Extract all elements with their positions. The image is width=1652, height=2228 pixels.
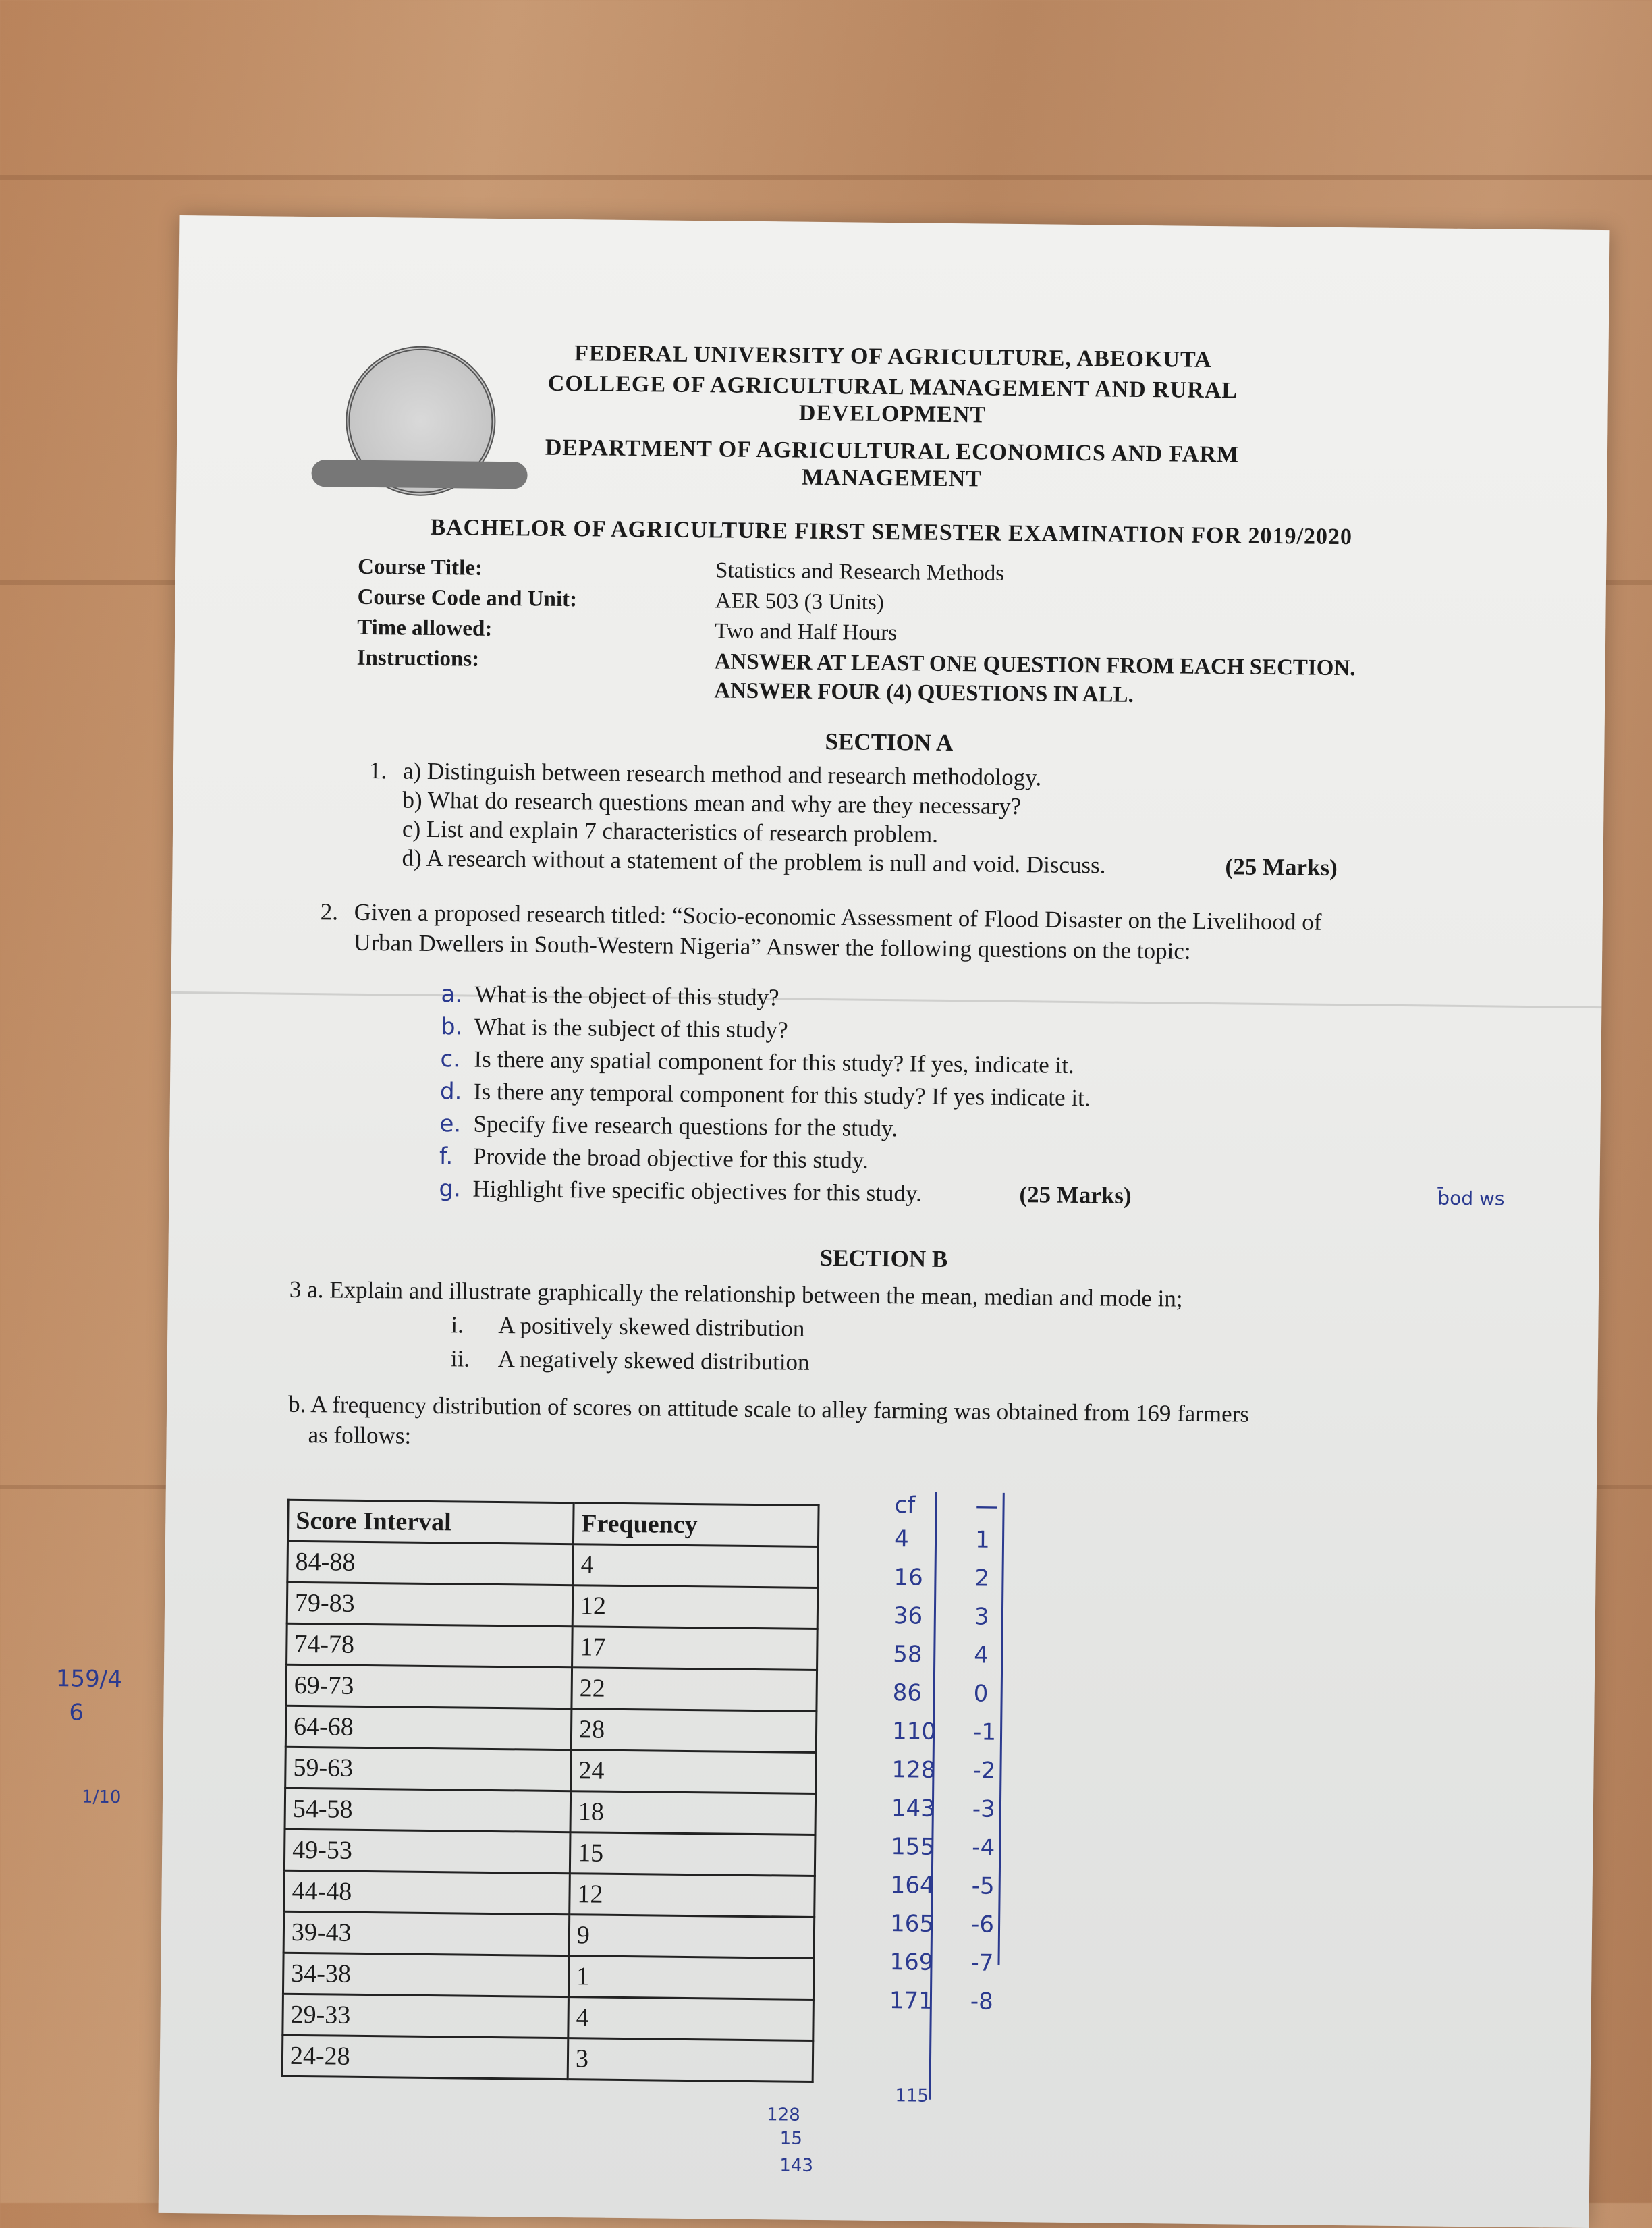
score-interval: 44-48: [284, 1870, 570, 1914]
handwritten-letter: f.: [439, 1143, 453, 1170]
q2-item: Is there any temporal component for this study? If yes indicate it.: [473, 1078, 1091, 1112]
handwritten-deviation-value: -5: [971, 1872, 995, 1900]
handwritten-cf-value: 4: [893, 1525, 909, 1553]
frequency: 12: [572, 1585, 818, 1629]
handwritten-left-note: 6: [69, 1699, 84, 1727]
frequency: 24: [571, 1750, 817, 1794]
handwritten-cf-value: 16: [893, 1564, 923, 1592]
score-interval: 84-88: [287, 1541, 574, 1585]
handwritten-letter: g.: [439, 1175, 462, 1203]
frequency: 4: [568, 1997, 814, 2041]
handwritten-cf-value: 171: [889, 1987, 934, 2015]
score-interval: 59-63: [285, 1747, 572, 1791]
handwritten-cf-header: cf: [894, 1492, 916, 1519]
handwritten-cf-value: 165: [889, 1910, 935, 1938]
q1-marks: (25 Marks): [1225, 853, 1338, 881]
score-interval: 54-58: [285, 1788, 571, 1832]
table-row: [283, 1953, 814, 1999]
table-header-row: [287, 1500, 819, 1546]
handwritten-left-note: 1/10: [81, 1787, 121, 1808]
table-row: [285, 1747, 817, 1793]
handwritten-cf-value: 58: [893, 1641, 923, 1668]
column-header: Score Interval: [287, 1500, 574, 1544]
handwritten-deviation-value: -7: [970, 1949, 994, 1977]
table-row: [283, 1994, 814, 2040]
department-name: DEPARTMENT OF AGRICULTURAL ECONOMICS AND FARM: [545, 435, 1240, 468]
q2-item: Is there any spatial component for this study? If yes, indicate it.: [474, 1045, 1074, 1079]
q2-marks: (25 Marks): [1019, 1181, 1132, 1209]
instructions-line-1: ANSWER AT LEAST ONE QUESTION FROM EACH SECTION.: [714, 649, 1356, 681]
handwritten-deviation-value: -1: [972, 1718, 997, 1746]
q2-item: Highlight five specific objectives for this study.: [472, 1175, 923, 1207]
handwritten-cf-value: 86: [892, 1679, 923, 1707]
handwritten-sum: 128: [766, 2104, 800, 2125]
handwritten-deviation-value: -8: [970, 1988, 994, 2015]
course-title: Statistics and Research Methods: [715, 558, 1005, 586]
frequency: 22: [572, 1668, 817, 1712]
q2-item: What is the object of this study?: [474, 981, 779, 1011]
section-b-heading: SECTION B: [819, 1245, 948, 1272]
handwritten-sum: 143: [779, 2155, 814, 2176]
course-code-label: Course Code and Unit:: [357, 585, 578, 612]
college-name: COLLEGE OF AGRICULTURAL MANAGEMENT AND RURAL: [547, 371, 1238, 404]
handwritten-deviation-value: -2: [972, 1757, 996, 1785]
course-title-label: Course Title:: [357, 554, 483, 580]
q2-item: What is the subject of this study?: [474, 1013, 788, 1043]
score-interval: 69-73: [286, 1664, 572, 1708]
handwritten-cf-value: 143: [891, 1795, 936, 1822]
table-row: [285, 1788, 816, 1835]
q1-part: d) A research without a statement of the problem is null and void. Discuss.: [402, 844, 1106, 879]
handwritten-letter: b.: [440, 1013, 463, 1041]
handwritten-deviation-value: 3: [974, 1603, 989, 1631]
q3b: as follows:: [308, 1421, 412, 1449]
time-label: Time allowed:: [356, 615, 493, 641]
handwritten-margin-note: b̄od ws: [1437, 1187, 1505, 1210]
frequency: 3: [568, 2038, 813, 2082]
department-name-cont: MANAGEMENT: [801, 464, 983, 492]
handwritten-deviation-value: -4: [972, 1834, 995, 1862]
score-interval: 49-53: [284, 1829, 570, 1873]
handwritten-letter: a.: [441, 981, 463, 1008]
handwritten-deviation-value: -6: [970, 1911, 995, 1938]
handwritten-cf-value: 155: [891, 1833, 935, 1861]
score-interval: 29-33: [283, 1994, 569, 2038]
frequency: 18: [570, 1791, 816, 1835]
q3a: 3 a. Explain and illustrate graphically the relationship between the mean, median and mode in;: [289, 1276, 1183, 1312]
handwritten-deviation-value: 4: [974, 1641, 989, 1669]
score-interval: 24-28: [282, 2035, 568, 2079]
score-interval: 74-78: [287, 1623, 573, 1667]
q3a-i: A positively skewed distribution: [498, 1312, 805, 1342]
score-interval: 34-38: [283, 1953, 569, 1996]
q1-part: c) List and explain 7 characteristics of research problem.: [402, 815, 939, 848]
table-row: [282, 2035, 813, 2082]
handwritten-note: 115: [895, 2086, 929, 2107]
q3a-i-number: i.: [451, 1311, 464, 1338]
score-interval: 39-43: [283, 1911, 570, 1955]
handwritten-deviation-value: 0: [973, 1680, 989, 1708]
q2-item: Specify five research questions for the study.: [473, 1110, 898, 1142]
frequency: 17: [572, 1627, 818, 1670]
table-row: [287, 1541, 819, 1587]
exam-title: BACHELOR OF AGRICULTURE FIRST SEMESTER EXAMINATION FOR 2019/2020: [430, 514, 1353, 550]
frequency: 28: [571, 1709, 817, 1753]
table-row: [284, 1870, 815, 1917]
q3a-ii-number: ii.: [450, 1345, 470, 1372]
q2-intro: Given a proposed research titled: “Socio-economic Assessment of Flood Disaster on the Livelihood of: [354, 898, 1322, 935]
university-name: FEDERAL UNIVERSITY OF AGRICULTURE, ABEOKUTA: [574, 341, 1212, 373]
table-row: [287, 1623, 818, 1670]
time-allowed: Two and Half Hours: [714, 619, 898, 646]
q2-number: 2.: [320, 898, 339, 925]
handwritten-letter: d.: [439, 1078, 462, 1106]
q2-intro: Urban Dwellers in South-Western Nigeria” Answer the following questions on the topic:: [354, 929, 1191, 964]
handwritten-sum: 15: [779, 2128, 803, 2149]
table-row: [283, 1911, 815, 1958]
score-interval: 64-68: [285, 1706, 572, 1749]
handwritten-left-note: 159/4: [55, 1665, 123, 1693]
handwritten-cf-value: 36: [893, 1602, 923, 1630]
college-name-cont: DEVELOPMENT: [798, 400, 987, 428]
exam-paper: [55, 215, 1610, 2228]
handwritten-cf-value: 164: [890, 1872, 935, 1899]
frequency: 12: [570, 1874, 815, 1918]
q3b: b. A frequency distribution of scores on attitude scale to alley farming was obtained from 169 farmers: [287, 1390, 1250, 1428]
paper-crease: [171, 991, 1601, 1008]
wood-grain: [0, 175, 1652, 180]
q1-part: b) What do research questions mean and why are they necessary?: [402, 786, 1022, 820]
instructions-label: Instructions:: [356, 645, 480, 672]
handwritten-letter: c.: [440, 1045, 461, 1073]
handwritten-cf-value: 169: [889, 1949, 934, 1976]
frequency: 1: [568, 1956, 814, 2000]
q2-item: Provide the broad objective for this study.: [472, 1143, 869, 1174]
frequency: 9: [569, 1915, 815, 1959]
frequency: 4: [573, 1544, 819, 1588]
table-row: [284, 1829, 815, 1876]
handwritten-cf-value: 128: [891, 1756, 936, 1784]
score-interval: 79-83: [287, 1582, 573, 1626]
handwritten-cf-value: 110: [891, 1718, 937, 1745]
q1-number: 1.: [368, 757, 387, 784]
column-header: Frequency: [573, 1503, 819, 1547]
table-row: [285, 1706, 817, 1752]
handwritten-d-header: —: [975, 1492, 999, 1520]
handwritten-deviation-value: 1: [974, 1526, 990, 1554]
frequency: 15: [570, 1832, 815, 1876]
handwritten-letter: e.: [439, 1110, 462, 1138]
handwritten-deviation-value: -3: [972, 1795, 996, 1823]
frequency-table: [281, 1499, 820, 2083]
section-a-heading: SECTION A: [825, 728, 954, 757]
course-code: AER 503 (3 Units): [715, 589, 885, 615]
table-row: [286, 1664, 817, 1711]
instructions-line-2: ANSWER FOUR (4) QUESTIONS IN ALL.: [714, 678, 1134, 707]
handwritten-deviation-value: 2: [974, 1565, 990, 1592]
handwritten-column-line: [997, 1493, 1004, 1965]
q3a-ii: A negatively skewed distribution: [497, 1346, 810, 1376]
q1-part: a) Distinguish between research method and research methodology.: [402, 757, 1042, 791]
table-row: [287, 1582, 818, 1629]
